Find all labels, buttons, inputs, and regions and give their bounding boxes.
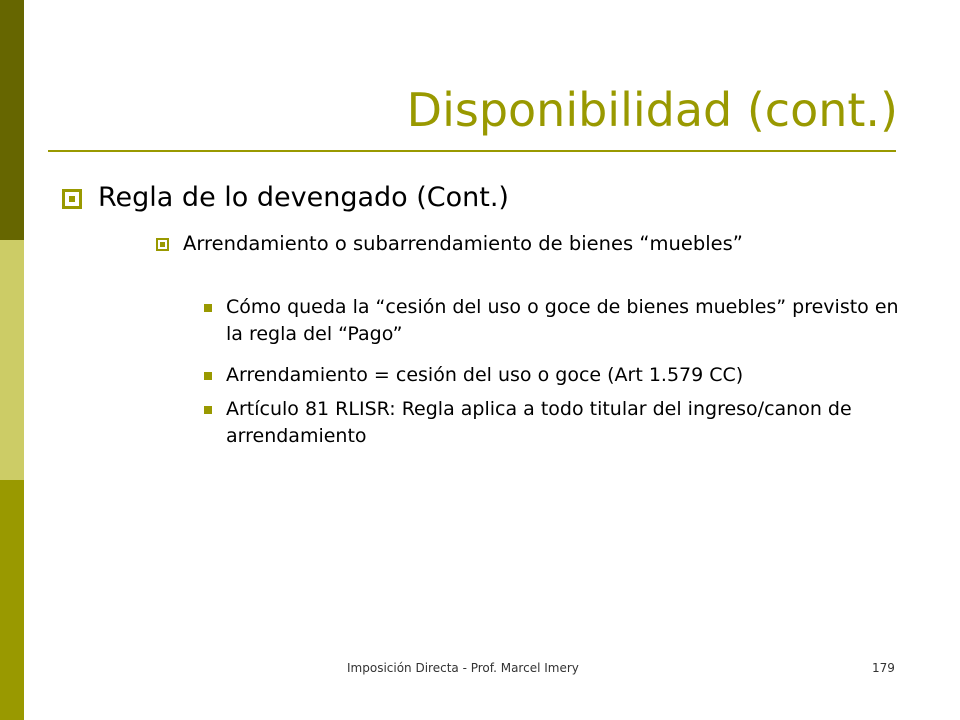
square-bullet-icon — [62, 189, 82, 209]
bullet-text: Arrendamiento = cesión del uso o goce (Art 1.579 CC) — [226, 364, 744, 386]
page-number: 179 — [872, 661, 895, 675]
side-decoration-middle — [0, 240, 24, 480]
filled-square-icon — [204, 304, 212, 312]
filled-square-icon — [204, 372, 212, 380]
bullet-text: Regla de lo devengado (Cont.) — [98, 182, 509, 213]
square-bullet-icon — [156, 238, 169, 251]
bullet-text: Arrendamiento o subarrendamiento de bienes “muebles” — [183, 232, 743, 255]
slide-title: Disponibilidad (cont.) — [406, 83, 898, 137]
bullet-level3 — [204, 362, 904, 389]
footer-text: Imposición Directa - Prof. Marcel Imery — [347, 661, 579, 675]
bullet-text: Cómo queda la “cesión del uso o goce de bienes muebles” previsto en la regla del “Pago” — [226, 296, 899, 345]
filled-square-icon — [204, 406, 212, 414]
bullet-level3 — [204, 294, 904, 348]
side-decoration-top — [0, 0, 24, 240]
bullet-level1 — [62, 180, 922, 216]
bullet-text: Artículo 81 RLISR: Regla aplica a todo titular del ingreso/canon de arrendamiento — [226, 398, 852, 447]
title-underline — [48, 150, 896, 152]
side-decoration-bottom — [0, 480, 24, 720]
bullet-level2 — [156, 230, 896, 258]
bullet-level3 — [204, 396, 904, 450]
